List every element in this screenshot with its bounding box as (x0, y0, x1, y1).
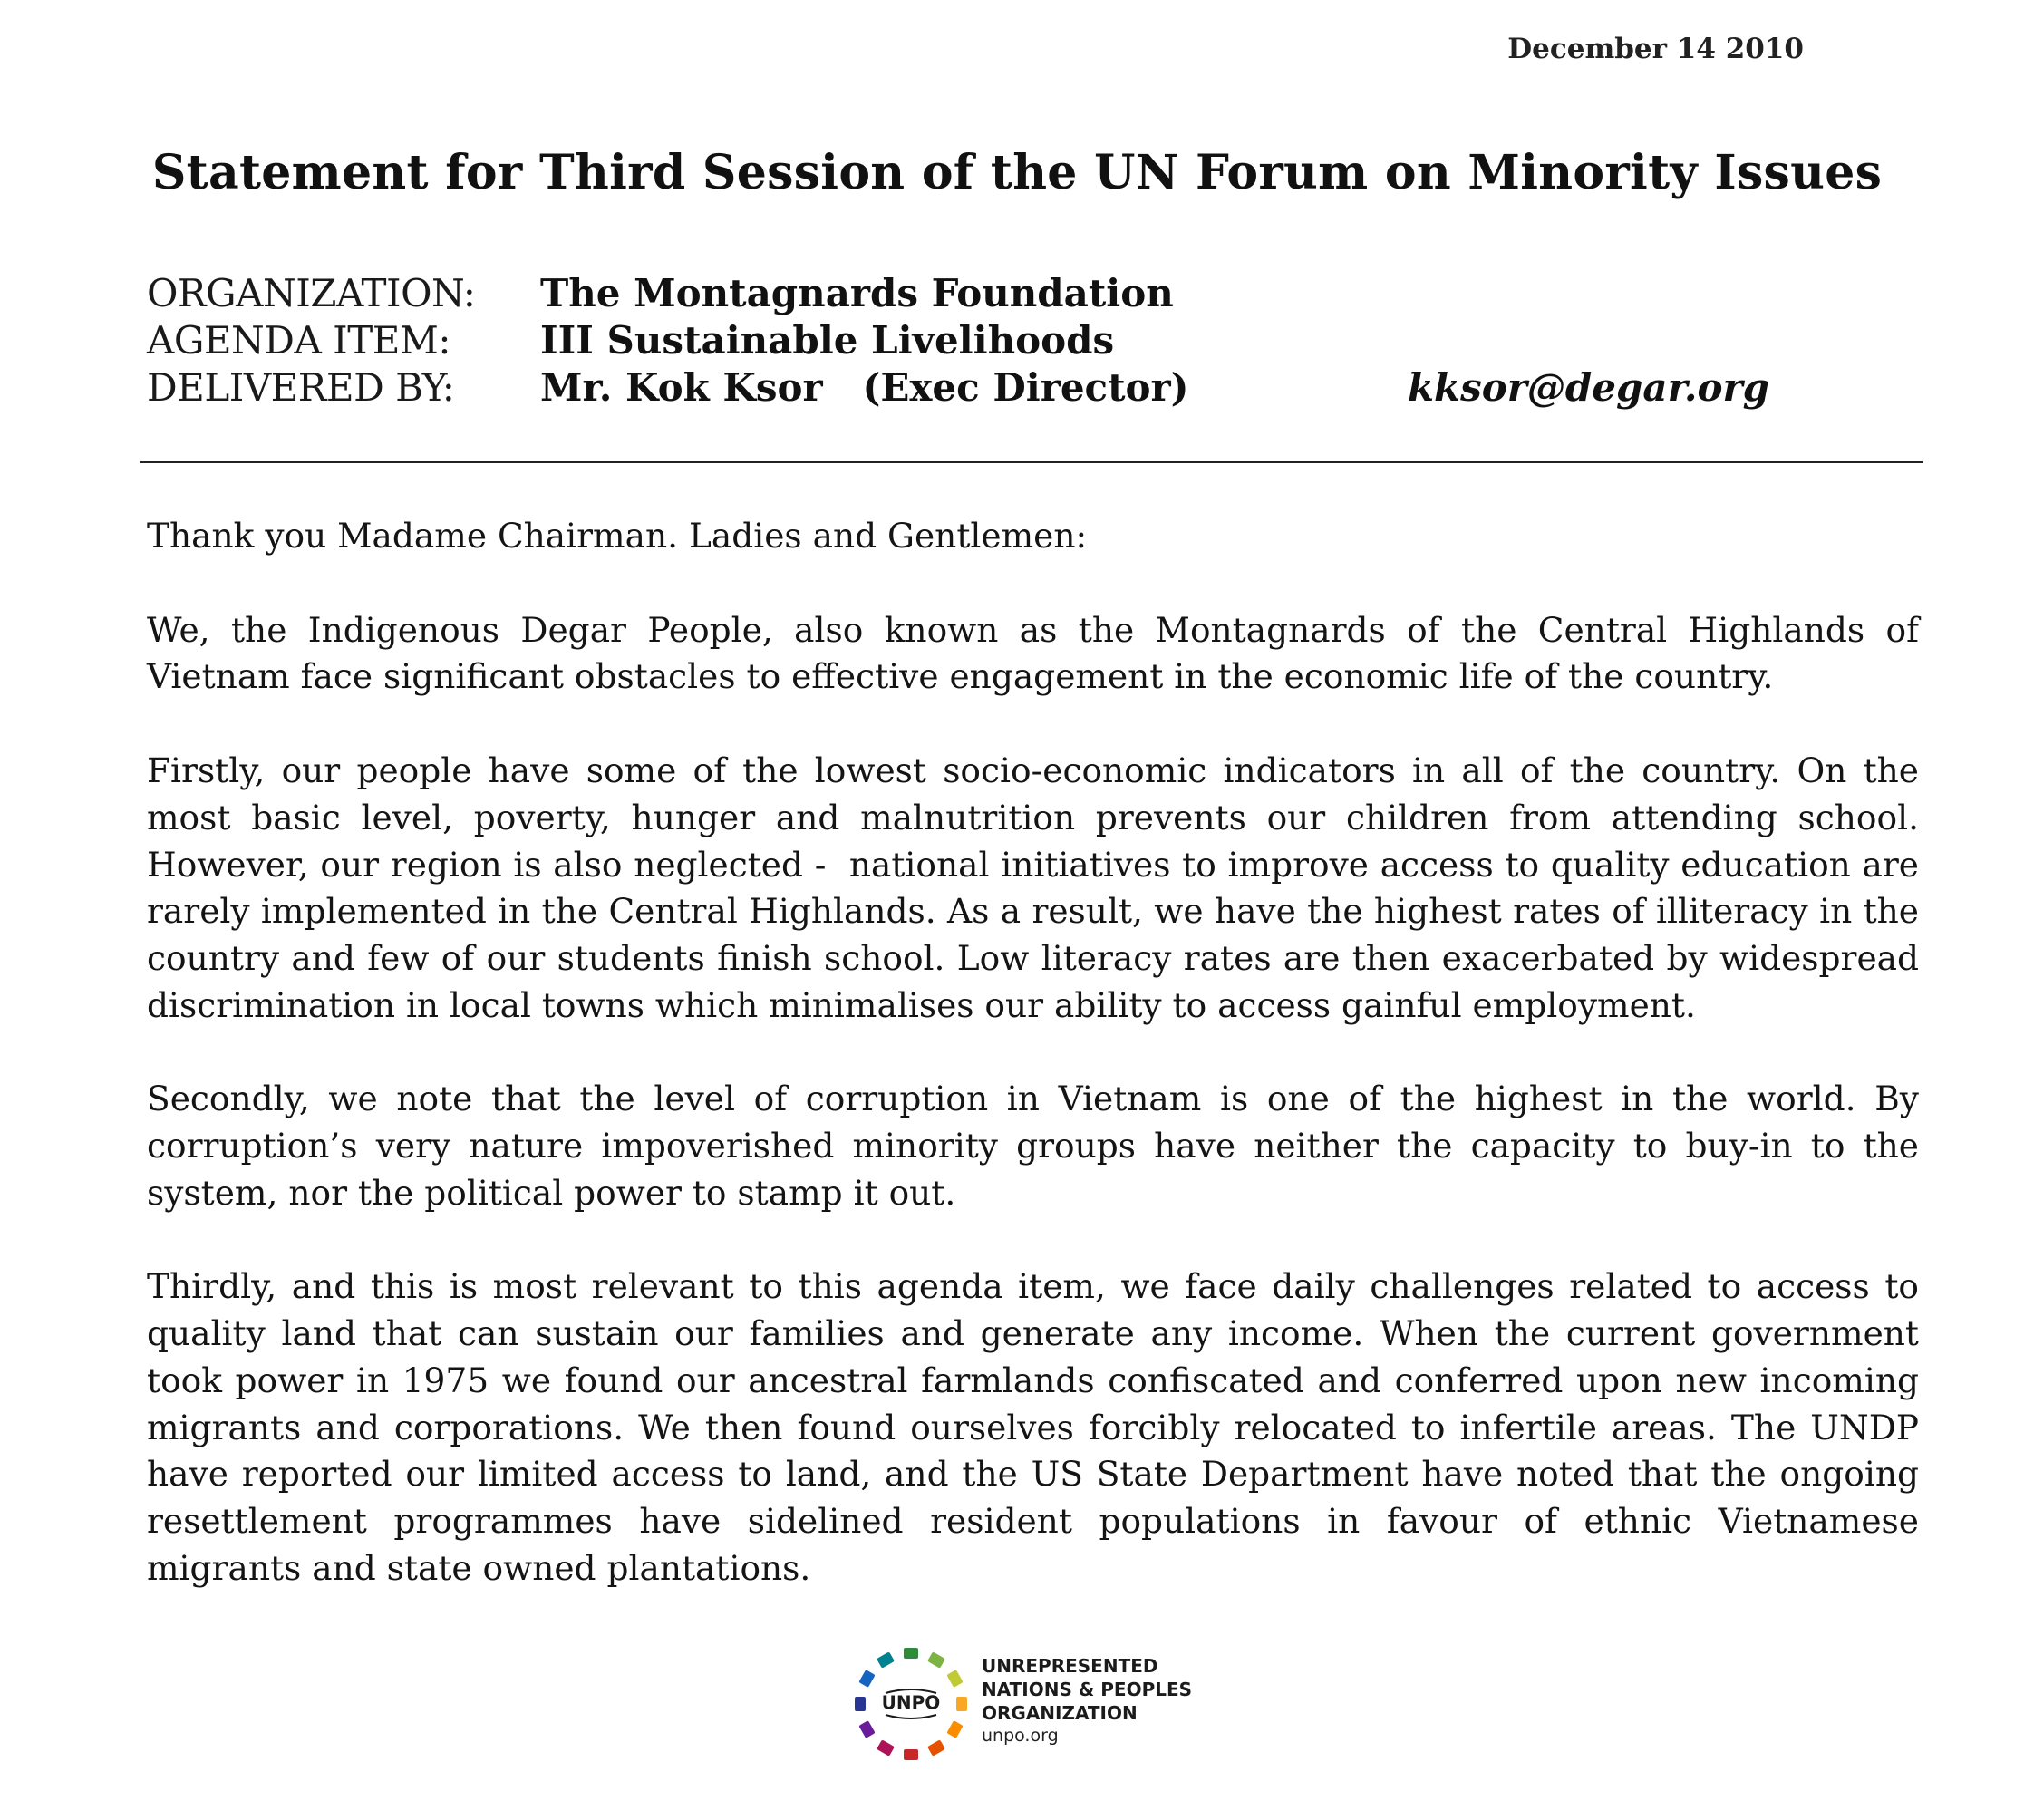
paragraph-intro: We, the Indigenous Degar People, also known as the Montagnards of the Central Highlands of Vietnam face significant obstacles to effective engagement in the economic life of the country. (147, 609, 1919, 697)
paragraph-firstly: Firstly, our people have some of the lowest socio-economic indicators in all of the country. On the most basic level, poverty, hunger and malnutrition prevents our children from attending school. However, our region is also neglected - national initiatives to improve access to quality education are rarely implemented in the Central Highlands. As a result, we have the highest rates of illiteracy in the country and few of our students finish school. Low literacy rates are then exacerbated by widespread discrimination in local towns which minimalises our ability to access gainful employment. (147, 750, 1919, 1025)
agenda-value: III Sustainable Livelihoods (540, 318, 1115, 363)
delivered-value: Mr. Kok Ksor (Exec Director) (540, 365, 1189, 410)
contact-email: kksor@degar.org (1407, 365, 1769, 410)
document-title: Statement for Third Session of the UN Forum on Minority Issues (151, 145, 1883, 200)
statement-body (147, 513, 1919, 1639)
ring-segment (946, 1670, 963, 1688)
paragraph-greeting: Thank you Madame Chairman. Ladies and Gentlemen: (147, 516, 1088, 556)
ring-segment (858, 1670, 875, 1688)
ring-segment (877, 1739, 895, 1756)
ring-segment (855, 1697, 866, 1711)
ring-segment (858, 1720, 875, 1738)
unpo-logo (848, 1641, 1210, 1767)
unpo-name-line2: NATIONS & PEOPLES (982, 1679, 1193, 1700)
ring-segment (956, 1697, 967, 1711)
document-date: December 14 2010 (1507, 33, 1804, 65)
header-divider (140, 461, 1923, 463)
ring-segment (927, 1651, 945, 1668)
organization-label: ORGANIZATION: (147, 271, 476, 315)
ring-segment (904, 1648, 918, 1659)
agenda-row (147, 317, 1778, 364)
statement-metadata (147, 270, 1778, 411)
unpo-name (982, 1654, 1192, 1725)
unpo-name-line1: UNREPRESENTED (982, 1655, 1158, 1677)
paragraph-secondly: Secondly, we note that the level of corruption in Vietnam is one of the highest in the world. By corruption’s very nature impoverished minority groups have neither the capacity to buy-in to the system, nor the political power to stamp it out. (147, 1079, 1919, 1213)
unpo-ring-icon (848, 1641, 974, 1767)
unpo-name-line3: ORGANIZATION (982, 1702, 1138, 1724)
organization-value: The Montagnards Foundation (540, 271, 1174, 315)
unpo-url: unpo.org (982, 1726, 1059, 1746)
ring-segment (946, 1720, 963, 1738)
delivered-row (147, 364, 1778, 411)
ring-segment (877, 1651, 895, 1668)
ring-segment (904, 1749, 918, 1760)
unpo-mark-text: UNPO (881, 1691, 941, 1714)
paragraph-thirdly: Thirdly, and this is most relevant to this agenda item, we face daily challenges related to access to quality land that can sustain our families and generate any income. When the current government took power in 1975 we found our ancestral farmlands confiscated and conferred upon new incoming migrants and corporations. We then found ourselves forcibly relocated to infertile areas. The UNDP have reported our limited access to land, and the US State Department have noted that the ongoing resettlement programmes have sidelined resident populations in favour of ethnic Vietnamese migrants and state owned plantations. (147, 1266, 1919, 1588)
organization-row (147, 270, 1778, 317)
ring-segment (927, 1739, 945, 1756)
delivered-label: DELIVERED BY: (147, 365, 455, 410)
agenda-label: AGENDA ITEM: (147, 318, 451, 363)
